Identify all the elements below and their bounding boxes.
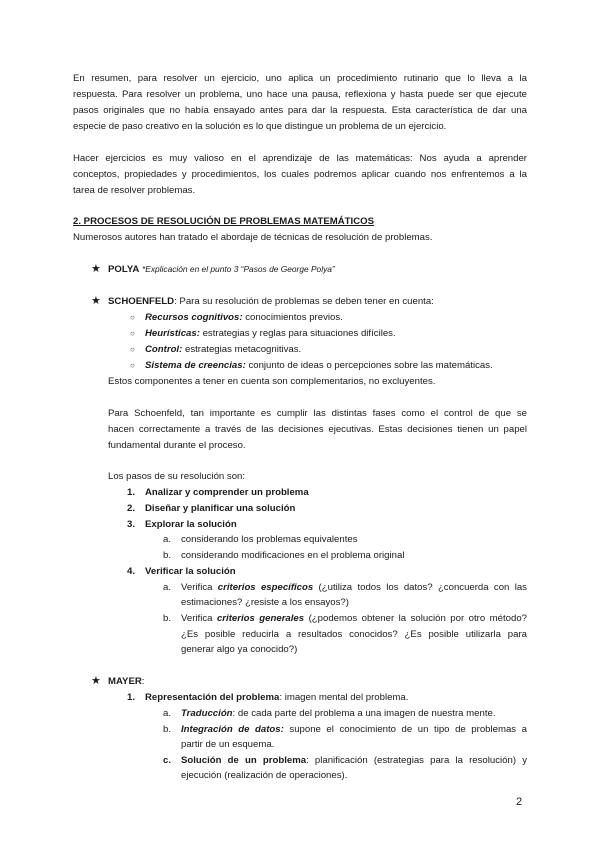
section-heading: 2. PROCESOS DE RESOLUCIÓN DE PROBLEMAS MATEMÁTICOS (73, 216, 374, 227)
star-bullet-icon: ★ (91, 263, 101, 275)
circle-bullet-icon: ○ (130, 345, 135, 354)
intro-p1-line1: En resumen, para resolver un ejercicio, uno aplica un procedimiento rutinario que lo lleva a la (73, 73, 527, 84)
step-4a-line1: Verifica criterios específicos (¿utiliza todos los datos? ¿concuerda con las (181, 582, 527, 593)
schoenfeld-lead: : Para su resolución de problemas se deben tener en cuenta: (174, 296, 434, 307)
intro-p2-line2: conceptos, propiedades y procedimientos, los cuales podremos aplicar cuando nos enfrentemos a la (73, 169, 527, 180)
schoenfeld-name: SCHOENFELD (108, 296, 175, 307)
sub-letter: b. (163, 724, 172, 735)
polya-note: *Explicación en el punto 3 “Pasos de George Polya” (141, 264, 335, 274)
step-4b-line2: ¿Es posible reducirla a resultados conocidos? ¿Es posible utilizarla para (181, 629, 527, 640)
schoenfeld-components: Estos componentes a tener en cuenta son complementarios, no excluyentes. (108, 376, 436, 387)
schoenfeld-item (108, 294, 434, 309)
step-number: 2. (127, 503, 136, 514)
step-4b-line3: generar algo ya conocido?) (181, 644, 298, 655)
circle-bullet-icon: ○ (130, 313, 135, 322)
mayer-item: MAYER: (108, 676, 145, 687)
schoenfeld-para-line2: hacen correctamente a través de las decisiones ejecutivas. Estas decisiones tienen un papel (108, 424, 527, 435)
schoenfeld-control-item: Control: estrategias metacognitivas. (145, 344, 302, 355)
mayer-representation: Representación del problema: imagen mental del problema. (145, 692, 409, 703)
section-intro: Numerosos autores han tratado el abordaje de técnicas de resolución de problemas. (73, 232, 433, 243)
step-2-label: Diseñar y planificar una solución (145, 503, 296, 514)
intro-p1-line2: respuesta. Para resolver un problema, uno hace una pausa, reflexiona y hasta puede ser que ejecute (73, 89, 527, 100)
intro-p1-line3: pasos originales que no había ensayado antes para dar la respuesta. Esta característica de dar una (73, 105, 527, 116)
mayer-number: 1. (127, 692, 136, 703)
steps-intro: Los pasos de su resolución son: (108, 471, 246, 482)
circle-bullet-icon: ○ (130, 361, 135, 370)
mayer-integration-line1: Integración de datos: supone el conocimiento de un tipo de problemas a (181, 724, 528, 735)
step-3a-text: considerando los problemas equivalentes (181, 534, 358, 545)
sub-letter: b. (163, 550, 172, 561)
step-number: 4. (127, 566, 136, 577)
sub-letter: a. (163, 582, 172, 593)
mayer-integration-line2: partir de un esquema. (181, 739, 275, 750)
sub-letter: c. (163, 755, 172, 766)
star-bullet-icon: ★ (91, 675, 101, 687)
step-1-label: Analizar y comprender un problema (145, 487, 309, 498)
schoenfeld-heuristics-item: Heurísticas: estrategias y reglas para situaciones difíciles. (145, 328, 396, 339)
star-bullet-icon: ★ (91, 295, 101, 307)
step-number: 3. (127, 519, 136, 530)
mayer-solution-line1: Solución de un problema: planificación (estrategias para la resolución) y (181, 755, 527, 766)
step-4-label: Verificar la solución (145, 566, 236, 577)
polya-name: POLYA (108, 264, 140, 275)
step-number: 1. (127, 487, 136, 498)
intro-p2-line1: Hacer ejercicios es muy valioso en el aprendizaje de las matemáticas: Nos ayuda a aprender (73, 153, 527, 164)
intro-p2-line3: tarea de resolver problemas. (73, 185, 196, 196)
polya-item (108, 262, 335, 277)
page-number: 2 (516, 796, 523, 808)
step-3-label: Explorar la solución (145, 519, 237, 530)
step-4a-line2: estimaciones? ¿resiste a los ensayos?) (181, 597, 349, 608)
mayer-translation: Traducción: de cada parte del problema a una imagen de nuestra mente. (181, 708, 496, 719)
schoenfeld-para-line1: Para Schoenfeld, tan importante es cumplir las distintas fases como el control de que se (108, 408, 527, 419)
circle-bullet-icon: ○ (130, 329, 135, 338)
sub-letter: a. (163, 708, 172, 719)
step-3b-text: considerando modificaciones en el problema original (181, 550, 405, 561)
schoenfeld-para-line3: fundamental durante el proceso. (108, 440, 246, 451)
intro-p1-line4: especie de paso creativo en la solución es lo que distingue un problema de un ejercicio. (73, 121, 447, 132)
schoenfeld-resource-item: Recursos cognitivos: conocimientos previos. (145, 312, 343, 323)
mayer-solution-line2: ejecución (realización de operaciones). (181, 770, 348, 781)
schoenfeld-beliefs-item: Sistema de creencias: conjunto de ideas o percepciones sobre las matemáticas. (145, 360, 493, 371)
step-4b-line1: Verifica criterios generales (¿podemos obtener la solución por otro método? (181, 613, 527, 624)
sub-letter: a. (163, 534, 172, 545)
sub-letter: b. (163, 613, 172, 624)
